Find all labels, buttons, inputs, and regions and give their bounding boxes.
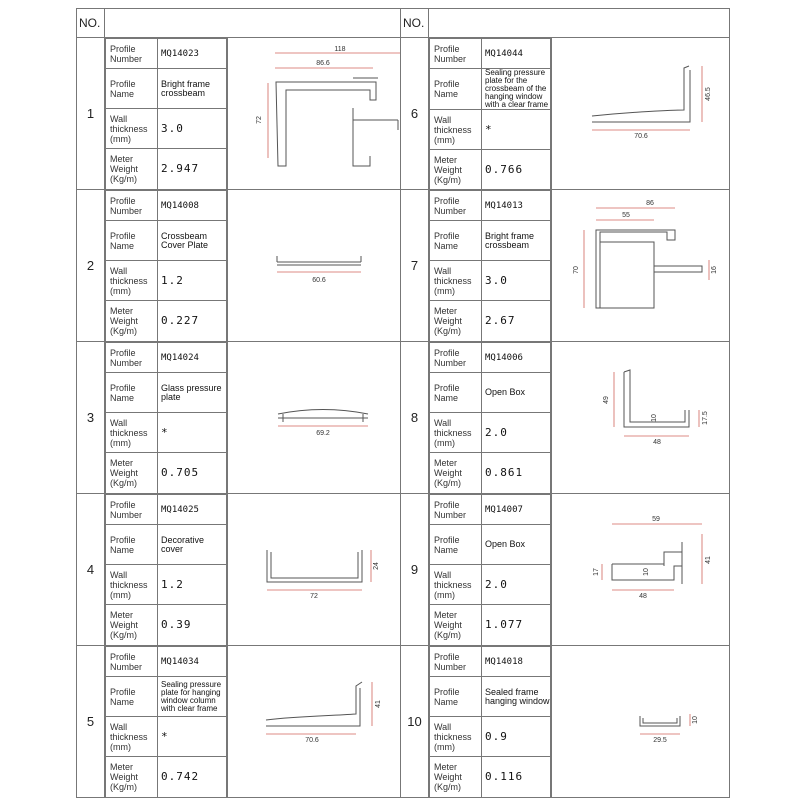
row-number: 1 — [77, 38, 105, 190]
wall-thickness-label: Wall thickness (mm) — [430, 717, 482, 757]
dimension-label: 10 — [692, 716, 699, 724]
dimension-label: 86 — [646, 200, 654, 207]
wall-thickness-label: Wall thickness (mm) — [430, 565, 482, 605]
meter-weight-label: Meter Weight (Kg/m) — [430, 453, 482, 493]
profile-name: Bright frame crossbeam — [482, 221, 551, 261]
wall-thickness: 2.0 — [482, 413, 551, 453]
profile-name: Open Box — [482, 525, 551, 565]
profile-number: MQ14008 — [158, 191, 227, 221]
meter-weight: 0.742 — [158, 757, 227, 797]
profile-number: MQ14044 — [482, 39, 551, 69]
profile-name-label: Profile Name — [106, 221, 158, 261]
dimension-label: 17.5 — [702, 411, 709, 425]
profile-drawing-10 — [552, 646, 729, 786]
profile-name: Open Box — [482, 373, 551, 413]
profile-drawing-cell — [228, 38, 400, 189]
profile-card — [105, 38, 401, 190]
dimension-label: 10 — [651, 414, 658, 422]
profile-name: Sealed frame hanging window — [482, 677, 551, 717]
profile-number-label: Profile Number — [430, 495, 482, 525]
wall-thickness-label: Wall thickness (mm) — [106, 109, 158, 149]
meter-weight: 0.766 — [482, 150, 551, 190]
profile-number: MQ14007 — [482, 495, 551, 525]
wall-thickness-label: Wall thickness (mm) — [430, 261, 482, 301]
dimension-label: 70.6 — [305, 737, 319, 744]
profile-drawing-cell — [552, 342, 729, 493]
profile-name-label: Profile Name — [430, 525, 482, 565]
wall-thickness: * — [158, 413, 227, 453]
profile-drawing-cell — [552, 190, 729, 341]
wall-thickness: * — [158, 717, 227, 757]
profile-spec-sheet — [76, 8, 729, 798]
profile-number-label: Profile Number — [430, 343, 482, 373]
profile-name-label: Profile Name — [106, 525, 158, 565]
profile-drawing-4 — [228, 494, 400, 634]
meter-weight: 0.861 — [482, 453, 551, 493]
dimension-label: 86.6 — [316, 60, 330, 67]
dimension-label: 16 — [711, 266, 718, 274]
profile-drawing-cell — [552, 646, 729, 797]
profile-row — [77, 342, 730, 494]
dimension-label: 29.5 — [653, 737, 667, 744]
profile-number-label: Profile Number — [106, 495, 158, 525]
meter-weight-label: Meter Weight (Kg/m) — [106, 301, 158, 341]
row-number: 10 — [401, 646, 429, 798]
dimension-label: 48 — [653, 439, 661, 446]
profile-number: MQ14025 — [158, 495, 227, 525]
profile-row — [77, 38, 730, 190]
meter-weight: 0.39 — [158, 605, 227, 645]
meter-weight: 2.67 — [482, 301, 551, 341]
profile-row — [77, 494, 730, 646]
profile-drawing-cell — [228, 646, 400, 797]
header-spacer-left — [105, 9, 401, 38]
row-number: 4 — [77, 494, 105, 646]
dimension-label: 72 — [310, 593, 318, 600]
profile-drawing-9 — [552, 494, 729, 634]
profile-row — [77, 646, 730, 798]
profile-number-label: Profile Number — [430, 191, 482, 221]
profile-card — [105, 646, 401, 798]
dimension-label: 10 — [643, 568, 650, 576]
dimension-label: 55 — [622, 212, 630, 219]
wall-thickness: 0.9 — [482, 717, 551, 757]
meter-weight-label: Meter Weight (Kg/m) — [106, 605, 158, 645]
row-number: 2 — [77, 190, 105, 342]
profile-card — [429, 342, 730, 494]
profile-drawing-cell — [552, 494, 729, 645]
dimension-label: 70 — [573, 266, 580, 274]
profile-name: Glass pressure plate — [158, 373, 227, 413]
profile-name: Crossbeam Cover Plate — [158, 221, 227, 261]
profile-name-label: Profile Name — [430, 221, 482, 261]
profile-name: Sealing pressure plate for hanging window column with clear frame — [158, 677, 227, 717]
profile-card — [105, 190, 401, 342]
row-number: 9 — [401, 494, 429, 646]
wall-thickness: * — [482, 110, 551, 150]
meter-weight-label: Meter Weight (Kg/m) — [106, 149, 158, 189]
profile-drawing-8 — [552, 342, 729, 482]
dimension-label: 48 — [639, 593, 647, 600]
profile-card — [429, 38, 730, 190]
dimension-label: 59 — [652, 516, 660, 523]
row-number: 3 — [77, 342, 105, 494]
profile-number: MQ14034 — [158, 647, 227, 677]
wall-thickness-label: Wall thickness (mm) — [106, 565, 158, 605]
profile-name-label: Profile Name — [106, 373, 158, 413]
no-header-right: NO. — [401, 9, 429, 38]
profile-card — [429, 646, 730, 798]
profile-name-label: Profile Name — [430, 677, 482, 717]
meter-weight: 1.077 — [482, 605, 551, 645]
row-number: 8 — [401, 342, 429, 494]
profile-name: Bright frame crossbeam — [158, 69, 227, 109]
profile-drawing-5 — [228, 646, 400, 786]
wall-thickness: 1.2 — [158, 261, 227, 301]
dimension-label: 41 — [375, 700, 382, 708]
dimension-label: 118 — [334, 46, 346, 53]
profile-name: Sealing pressure plate for the crossbeam of the hanging window with a clear frame — [482, 69, 551, 110]
profile-card — [105, 494, 401, 646]
dimension-label: 69.2 — [316, 430, 330, 437]
profile-drawing-2 — [228, 190, 400, 330]
dimension-label: 24 — [373, 562, 380, 570]
dimension-label: 17 — [593, 568, 600, 576]
wall-thickness-label: Wall thickness (mm) — [106, 717, 158, 757]
row-number: 6 — [401, 38, 429, 190]
meter-weight-label: Meter Weight (Kg/m) — [430, 757, 482, 797]
profile-rows — [76, 37, 730, 798]
profile-card — [429, 190, 730, 342]
profile-number: MQ14024 — [158, 343, 227, 373]
profile-number-label: Profile Number — [106, 647, 158, 677]
header-spacer-right — [429, 9, 730, 38]
profile-drawing-1 — [228, 38, 400, 178]
no-header-left: NO. — [77, 9, 105, 38]
dimension-label: 60.6 — [312, 277, 326, 284]
meter-weight: 2.947 — [158, 149, 227, 189]
meter-weight-label: Meter Weight (Kg/m) — [106, 453, 158, 493]
dimension-label: 49 — [603, 396, 610, 404]
profile-name-label: Profile Name — [106, 69, 158, 109]
profile-number: MQ14023 — [158, 39, 227, 69]
profile-drawing-cell — [228, 190, 400, 341]
profile-drawing-3 — [228, 342, 400, 482]
dimension-label: 46.5 — [705, 87, 712, 101]
meter-weight-label: Meter Weight (Kg/m) — [106, 757, 158, 797]
wall-thickness-label: Wall thickness (mm) — [106, 413, 158, 453]
dimension-label: 41 — [705, 556, 712, 564]
profile-number-label: Profile Number — [106, 39, 158, 69]
profile-number-label: Profile Number — [430, 39, 482, 69]
profile-name: Decorative cover — [158, 525, 227, 565]
profile-table — [76, 8, 730, 38]
profile-card — [105, 342, 401, 494]
profile-drawing-cell — [228, 494, 400, 645]
wall-thickness: 3.0 — [482, 261, 551, 301]
dimension-label: 72 — [256, 116, 263, 124]
profile-name-label: Profile Name — [106, 677, 158, 717]
wall-thickness: 3.0 — [158, 109, 227, 149]
meter-weight-label: Meter Weight (Kg/m) — [430, 605, 482, 645]
meter-weight-label: Meter Weight (Kg/m) — [430, 301, 482, 341]
wall-thickness: 2.0 — [482, 565, 551, 605]
profile-number-label: Profile Number — [106, 191, 158, 221]
meter-weight: 0.227 — [158, 301, 227, 341]
profile-name-label: Profile Name — [430, 69, 482, 110]
profile-drawing-cell — [552, 38, 729, 189]
profile-number: MQ14013 — [482, 191, 551, 221]
profile-drawing-6 — [552, 38, 729, 178]
row-number: 7 — [401, 190, 429, 342]
profile-number: MQ14006 — [482, 343, 551, 373]
meter-weight: 0.705 — [158, 453, 227, 493]
profile-number: MQ14018 — [482, 647, 551, 677]
profile-card — [429, 494, 730, 646]
profile-drawing-cell — [228, 342, 400, 493]
profile-drawing-7 — [552, 190, 729, 330]
wall-thickness-label: Wall thickness (mm) — [430, 110, 482, 150]
wall-thickness-label: Wall thickness (mm) — [430, 413, 482, 453]
dimension-label: 70.6 — [634, 133, 648, 140]
profile-row — [77, 190, 730, 342]
profile-name-label: Profile Name — [430, 373, 482, 413]
wall-thickness: 1.2 — [158, 565, 227, 605]
meter-weight-label: Meter Weight (Kg/m) — [430, 150, 482, 190]
wall-thickness-label: Wall thickness (mm) — [106, 261, 158, 301]
meter-weight: 0.116 — [482, 757, 551, 797]
profile-number-label: Profile Number — [430, 647, 482, 677]
row-number: 5 — [77, 646, 105, 798]
header-row — [77, 9, 730, 38]
profile-number-label: Profile Number — [106, 343, 158, 373]
